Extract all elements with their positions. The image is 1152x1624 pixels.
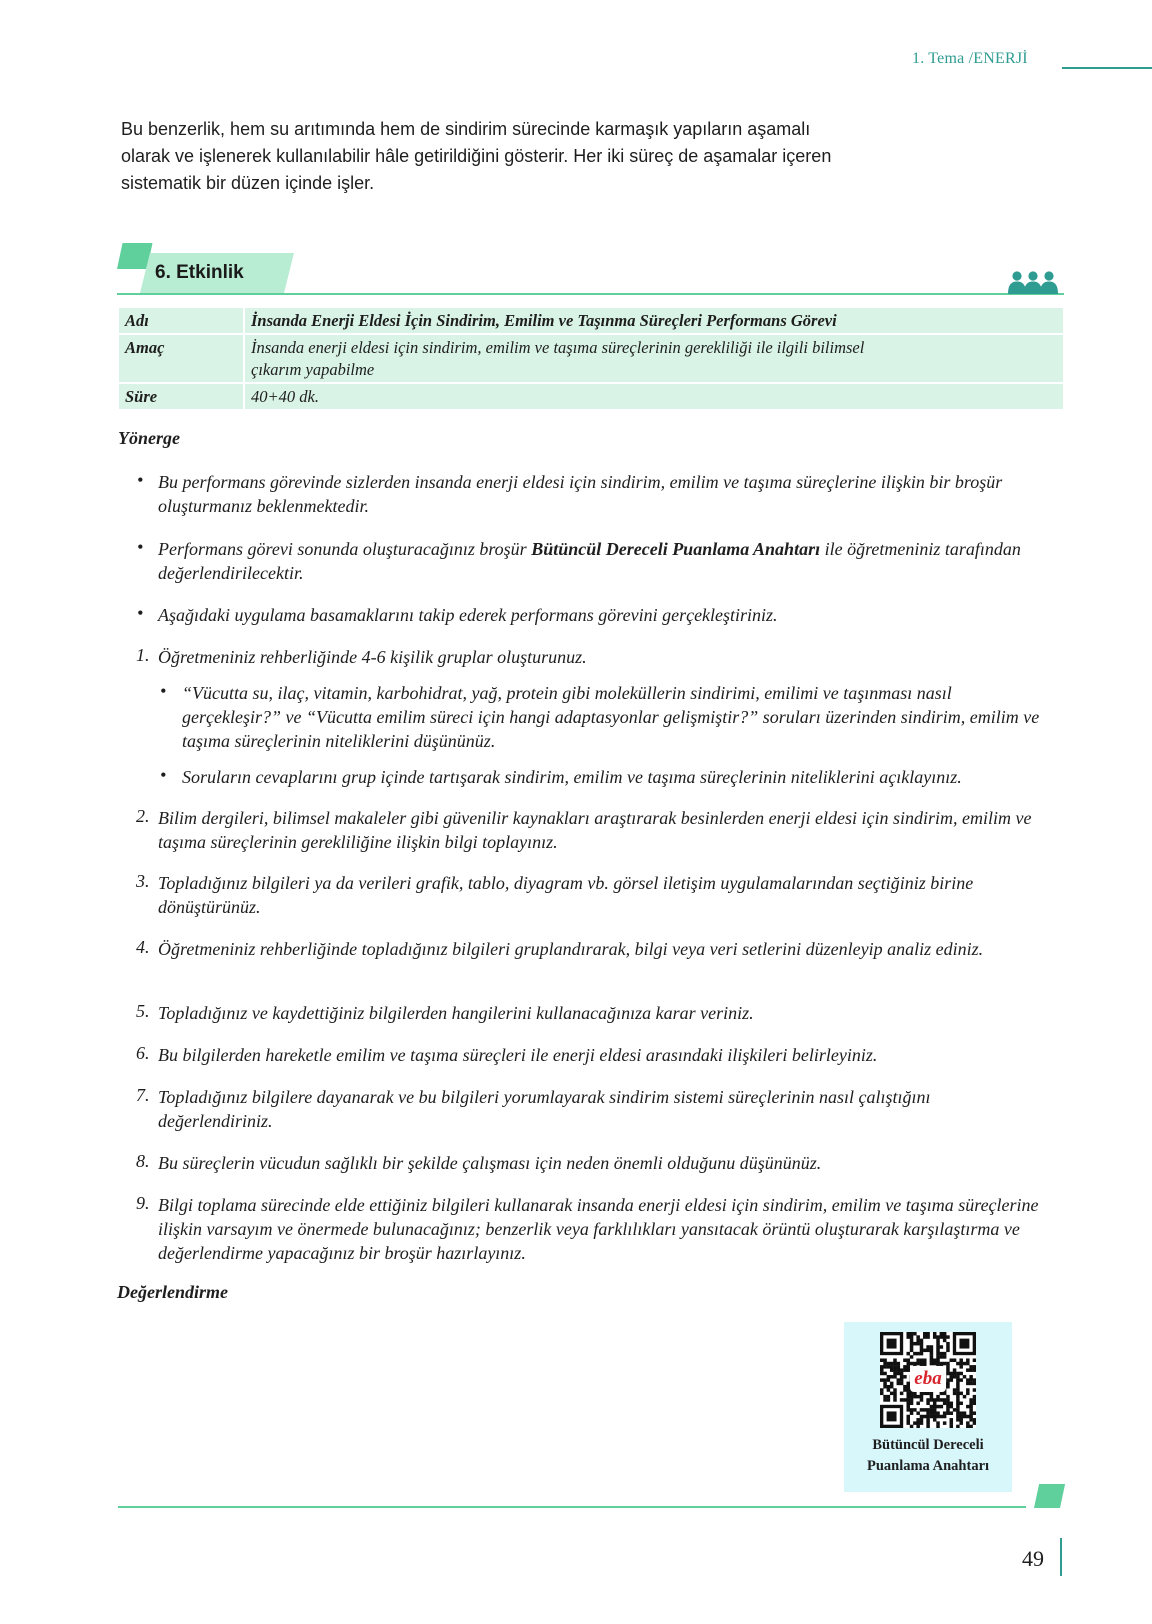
activity-title: 6. Etkinlik [155, 262, 244, 283]
table-label: Amaç [119, 335, 245, 382]
bullet-bold-text: Bütüncül Dereceli Puanlama Anahtarı [531, 539, 821, 559]
bullet-marker: • [137, 537, 144, 557]
step-number: 2. [136, 806, 150, 826]
step-number: 8. [136, 1151, 150, 1171]
table-row [119, 384, 1063, 409]
eba-logo [910, 1366, 946, 1392]
sub-bullet-marker: • [160, 681, 167, 701]
step-text: Bu bilgilerden hareketle emilim ve taşıma süreçleri ile enerji eldesi arasındaki ilişkileri belirleyiniz. [158, 1045, 878, 1065]
sub-bullet-marker: • [160, 765, 167, 785]
bullet-marker: • [137, 603, 144, 623]
table-value: İnsanda Enerji Eldesi İçin Sindirim, Emilim ve Taşınma Süreçleri Performans Görevi [245, 308, 1063, 333]
header-line [1062, 67, 1152, 69]
degerlendirme-heading: Değerlendirme [117, 1282, 228, 1302]
step-text: Öğretmeniniz rehberliğinde 4-6 kişilik gruplar oluşturunuz. [158, 647, 587, 667]
bullet-marker: • [137, 470, 144, 490]
qr-caption-line2: Puanlama Anahtarı [866, 1458, 990, 1474]
bullet-text: ile öğretmeniniz tarafından değerlendirilecektir. [158, 539, 1021, 583]
page-number: 49 [1022, 1546, 1044, 1571]
table-label: Adı [119, 308, 245, 333]
step-text: Bilgi toplama sürecinde elde ettiğiniz bilgileri kullanarak insanda enerji eldesi için sindirim, emilim ve taşıma süreçlerine ilişkin varsayım ve önermede bulunacağınız; benzerlik veya farklılıkları yansıtacak örüntü oluşturarak karşılaştırma ve değerlendirme yapacağınız bir broşür hazırlayınız. [158, 1195, 1039, 1263]
qr-caption [844, 1435, 1012, 1477]
step-text: Bu süreçlerin vücudun sağlıklı bir şekilde çalışması için neden önemli olduğunu düşününüz. [158, 1153, 822, 1173]
qr-panel [844, 1322, 1012, 1492]
step-number: 4. [136, 937, 150, 957]
step-number: 3. [136, 871, 150, 891]
bullet-text: Performans görevi sonunda oluşturacağınız broşür [158, 539, 532, 559]
step-number: 5. [136, 1001, 150, 1021]
bullet-item: Aşağıdaki uygulama basamaklarını takip ederek performans görevini gerçekleştiriniz. [158, 605, 778, 625]
step-text: Öğretmeniniz rehberliğinde topladığınız bilgileri gruplandırarak, bilgi veya veri setlerini düzenleyip analiz ediniz. [158, 939, 984, 959]
table-row [119, 335, 1063, 382]
step-number: 7. [136, 1085, 150, 1105]
step-text: Topladığınız bilgileri ya da verileri grafik, tablo, diyagram vb. görsel iletişim uygulamalarından seçtiğiniz birine dönüştürünüz. [158, 873, 974, 917]
footer-corner-shape [1034, 1484, 1065, 1508]
sub-bullet-item: Soruların cevaplarını grup içinde tartışarak sindirim, emilim ve taşıma süreçlerinin niteliklerini açıklayınız. [182, 767, 962, 787]
step-number: 9. [136, 1193, 150, 1213]
step-number: 1. [136, 645, 150, 665]
intro-paragraph: Bu benzerlik, hem su arıtımında hem de sindirim sürecinde karmaşık yapıların aşamalı olarak ve işlenerek kullanılabilir hâle getirildiğini gösterir. Her iki süreç de aşamalar içeren sistematik bir düzen içinde işler. [121, 119, 832, 193]
activity-info-table [119, 306, 1063, 411]
table-value: İnsanda enerji eldesi için sindirim, emilim ve taşıma süreçlerinin gerekliliği ile ilgili bilimsel çıkarım yapabilme [245, 335, 1063, 382]
qr-caption-line1: Bütüncül Dereceli [872, 1437, 984, 1453]
step-text: Topladığınız bilgilere dayanarak ve bu bilgileri yorumlayarak sindirim sistemi süreçlerinin nasıl çalıştığını değerlendiriniz. [158, 1087, 931, 1131]
table-label: Süre [119, 384, 245, 409]
footer-line [118, 1506, 1026, 1508]
activity-rule [117, 293, 1064, 295]
qr-code-icon[interactable] [880, 1332, 976, 1428]
yonerge-heading: Yönerge [118, 428, 180, 448]
bullet-item: Bu performans görevinde sizlerden insanda enerji eldesi için sindirim, emilim ve taşıma süreçlerine ilişkin bir broşür oluşturmanız beklenmektedir. [158, 472, 1003, 516]
step-number: 6. [136, 1043, 150, 1063]
header-tema: 1. Tema /ENERJİ [912, 50, 1028, 67]
group-icon [1008, 270, 1058, 294]
eba-logo-text: eba [914, 1368, 942, 1389]
table-row [119, 308, 1063, 333]
page-number-bar [1060, 1538, 1062, 1576]
step-text: Topladığınız ve kaydettiğiniz bilgilerden hangilerini kullanacağınıza karar veriniz. [158, 1003, 754, 1023]
table-value: 40+40 dk. [245, 384, 1063, 409]
sub-bullet-item: “Vücutta su, ilaç, vitamin, karbohidrat, yağ, protein gibi moleküllerin sindirimi, emilimi ve taşınması nasıl gerçekleşir?” ve “Vücutta emilim süreci için hangi adaptasyonlar gelişmiştir?” soruları üzerinden sindirim, emilim ve taşıma süreçlerinin niteliklerini düşününüz. [182, 683, 1040, 751]
step-text: Bilim dergileri, bilimsel makaleler gibi güvenilir kaynakları araştırarak besinlerden enerji eldesi için sindirim, emilim ve taşıma süreçlerinin gerekliliğine ilişkin bilgi toplayınız. [158, 808, 1032, 852]
bullet-item [158, 537, 1044, 585]
